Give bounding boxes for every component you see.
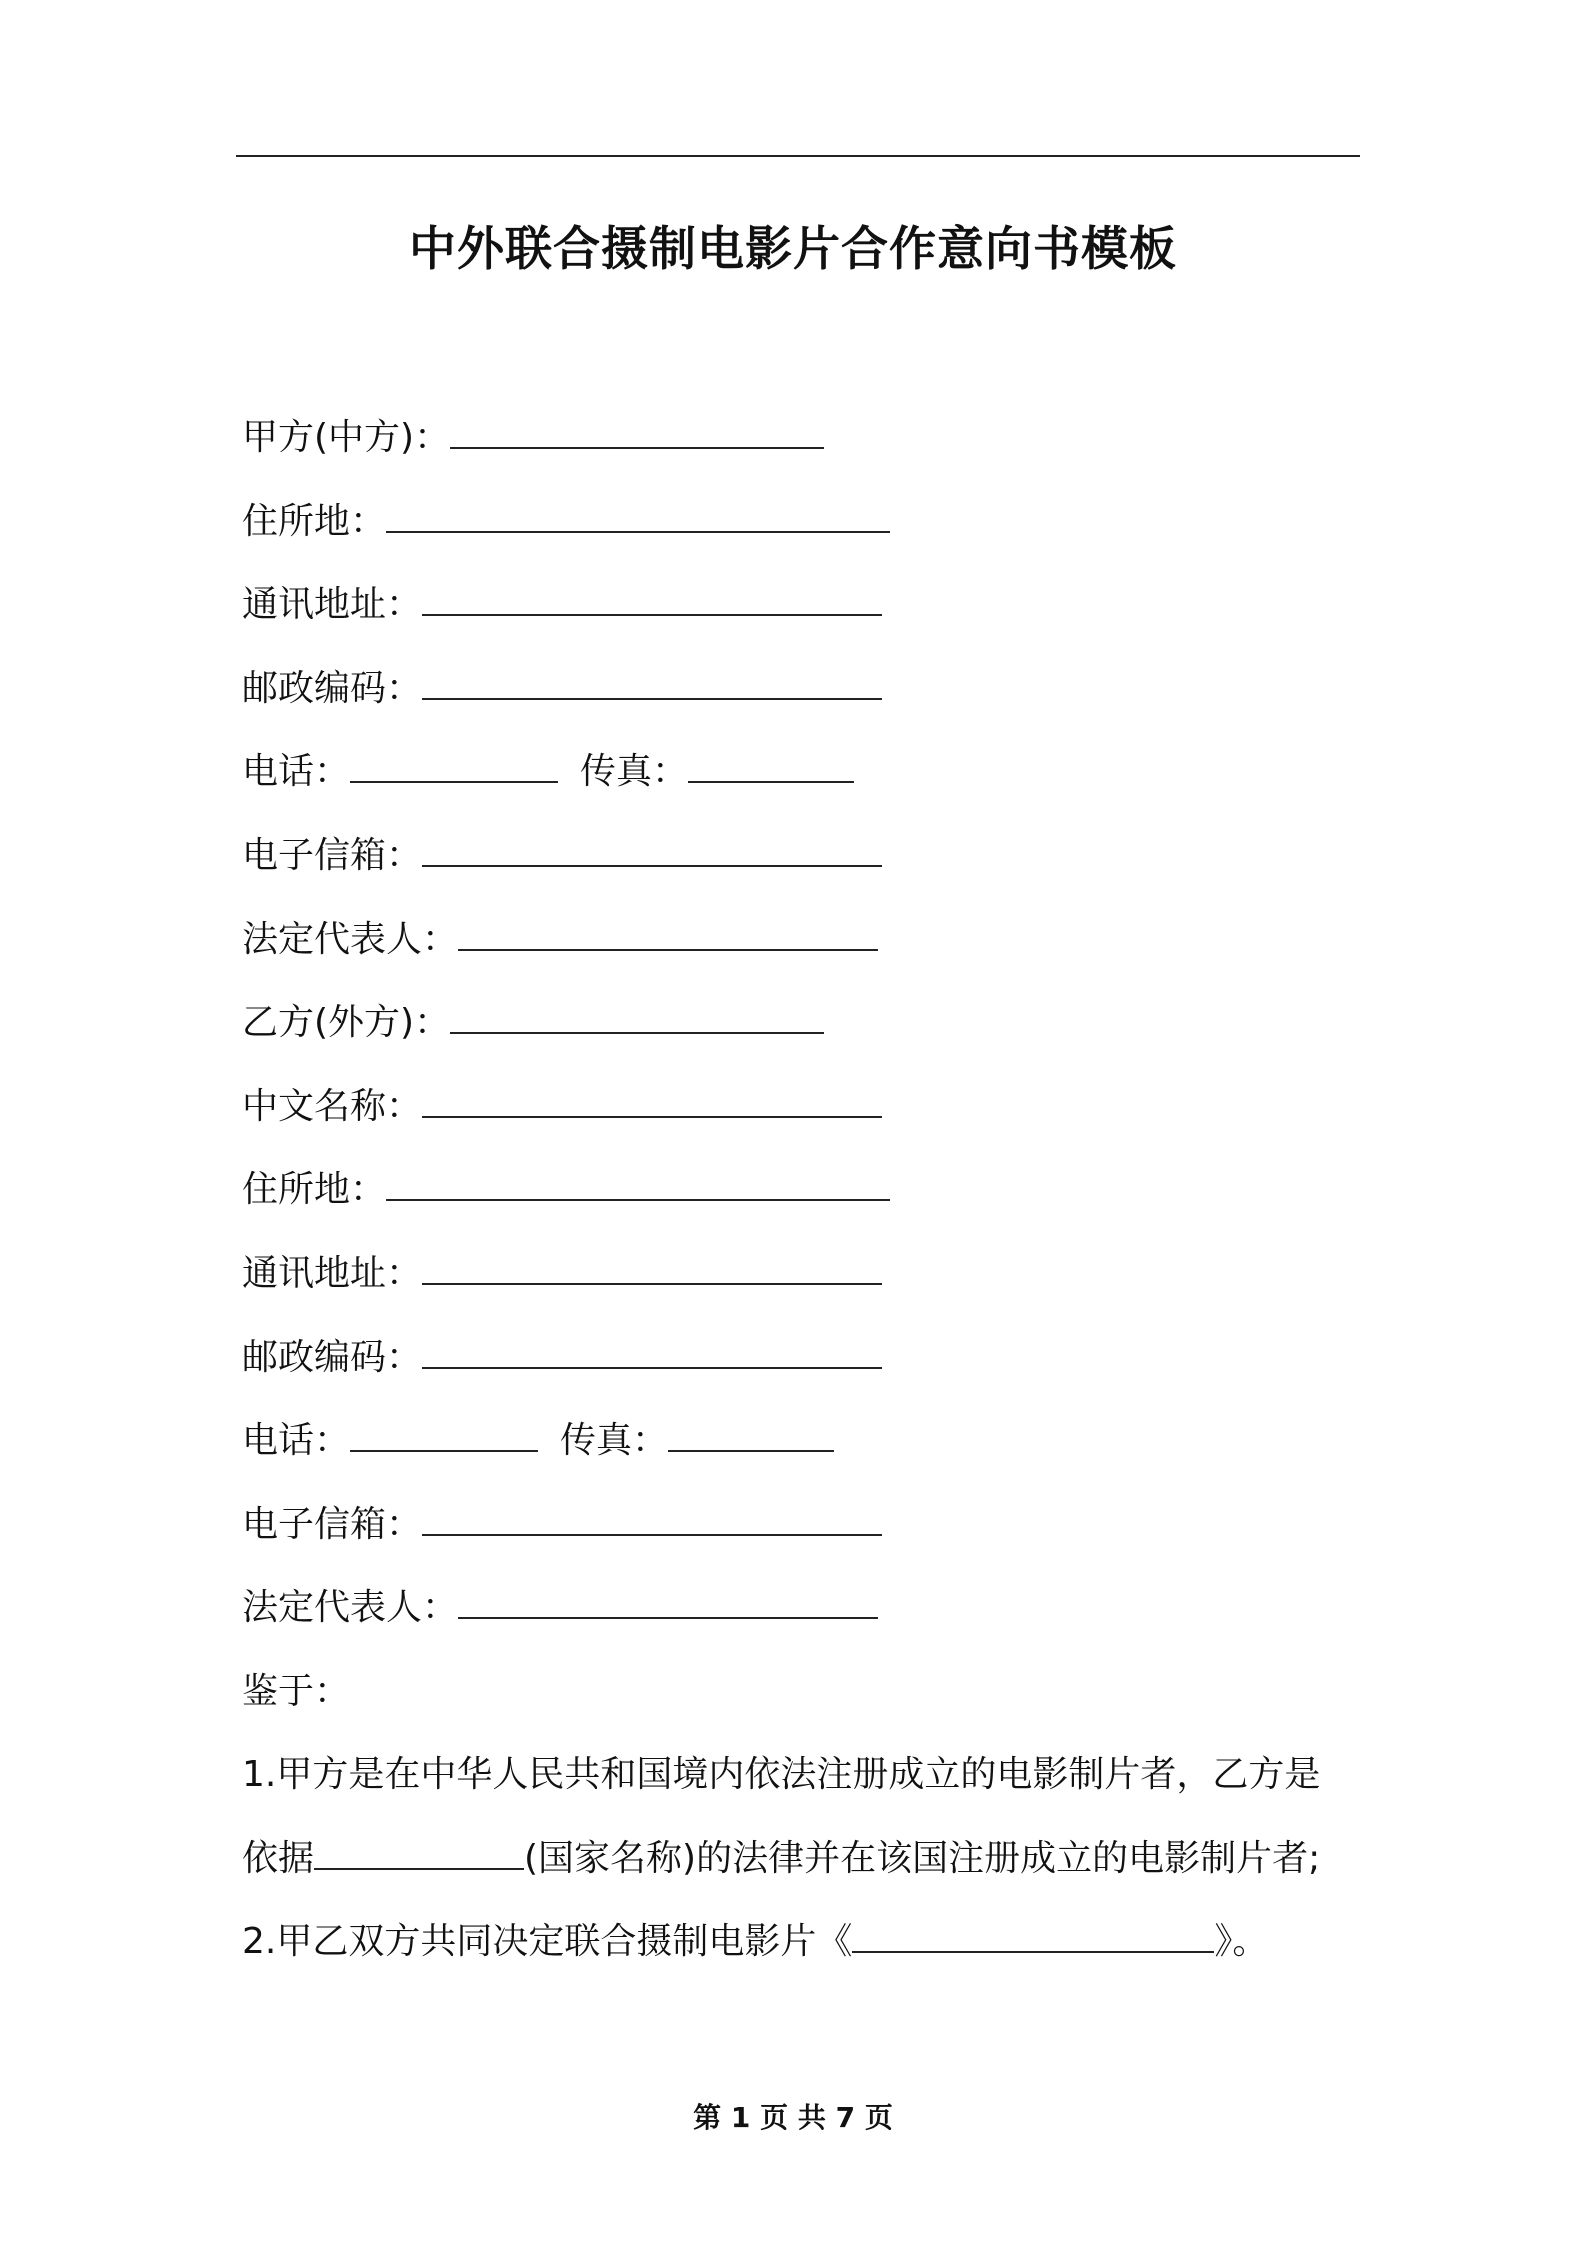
- party-a-legal-rep-row: [242, 910, 878, 970]
- party-a-address-blank[interactable]: [386, 501, 890, 533]
- party-a-phone-fax-row: [242, 742, 854, 802]
- party-b-fax-blank[interactable]: [668, 1420, 834, 1452]
- country-name-blank[interactable]: [314, 1838, 524, 1870]
- party-a-mail-address-label: 通讯地址：: [242, 584, 423, 625]
- page-number: 第 1 页 共 7 页: [693, 2101, 893, 2134]
- party-b-legal-rep-label: 法定代表人：: [242, 1587, 459, 1628]
- party-a-postcode-label: 邮政编码：: [242, 668, 423, 709]
- clause-1-rest-text: (国家名称)的法律并在该国注册成立的电影制片者;: [524, 1838, 1321, 1879]
- party-a-mail-address-blank[interactable]: [422, 584, 882, 616]
- clause-2-closing: 》。: [1214, 1921, 1269, 1962]
- party-b-mail-address-label: 通讯地址：: [242, 1253, 423, 1294]
- party-a-label: 甲方(中方)：: [242, 417, 451, 458]
- party-b-address-blank[interactable]: [386, 1169, 890, 1201]
- party-b-fax-label: 传真：: [560, 1420, 669, 1461]
- party-b-postcode-blank[interactable]: [422, 1337, 882, 1369]
- party-b-phone-blank[interactable]: [350, 1420, 538, 1452]
- document-title: 中外联合摄制电影片合作意向书模板: [409, 222, 1177, 277]
- party-b-email-label: 电子信箱：: [242, 1504, 423, 1545]
- film-title-blank[interactable]: [852, 1921, 1214, 1953]
- party-b-mail-address-blank[interactable]: [422, 1253, 882, 1285]
- party-b-label: 乙方(外方)：: [242, 1002, 451, 1043]
- party-b-email-row: [242, 1495, 882, 1555]
- party-a-email-blank[interactable]: [422, 835, 882, 867]
- party-a-email-label: 电子信箱：: [242, 835, 423, 876]
- party-a-email-row: [242, 826, 882, 886]
- party-a-legal-rep-label: 法定代表人：: [242, 919, 459, 960]
- party-a-address-row: [242, 492, 890, 552]
- party-b-header-row: [242, 993, 824, 1053]
- clause-2: [242, 1912, 1362, 1972]
- party-b-mail-address-row: [242, 1244, 882, 1304]
- party-a-address-label: 住所地：: [242, 501, 387, 542]
- party-a-phone-blank[interactable]: [350, 751, 558, 783]
- party-b-postcode-label: 邮政编码：: [242, 1337, 423, 1378]
- whereas-heading: 鉴于：: [242, 1671, 351, 1712]
- clause-2-text: 2.甲乙双方共同决定联合摄制电影片《: [242, 1921, 853, 1962]
- party-a-phone-label: 电话：: [242, 751, 351, 792]
- party-b-chinese-name-row: [242, 1077, 882, 1137]
- party-b-legal-rep-row: [242, 1578, 878, 1638]
- party-a-postcode-blank[interactable]: [422, 668, 882, 700]
- party-b-chinese-name-blank[interactable]: [422, 1086, 882, 1118]
- party-a-header-row: [242, 408, 824, 468]
- party-b-address-label: 住所地：: [242, 1169, 387, 1210]
- party-b-phone-label: 电话：: [242, 1420, 351, 1461]
- party-b-legal-rep-blank[interactable]: [458, 1587, 878, 1619]
- party-a-fax-blank[interactable]: [688, 751, 854, 783]
- clause-1-line-1: 1.甲方是在中华人民共和国境内依法注册成立的电影制片者，乙方是: [242, 1754, 1321, 1795]
- party-b-email-blank[interactable]: [422, 1504, 882, 1536]
- party-a-blank[interactable]: [450, 417, 824, 449]
- party-b-postcode-row: [242, 1328, 882, 1388]
- party-a-fax-label: 传真：: [580, 751, 689, 792]
- party-b-address-row: [242, 1160, 890, 1220]
- party-a-mail-address-row: [242, 575, 882, 635]
- header-rule: [236, 155, 1360, 157]
- party-a-legal-rep-blank[interactable]: [458, 919, 878, 951]
- clause-1-according-label: 依据: [242, 1838, 315, 1879]
- party-a-postcode-row: [242, 659, 882, 719]
- party-b-chinese-name-label: 中文名称：: [242, 1086, 423, 1127]
- clause-1-line-2: [242, 1829, 1362, 1889]
- party-b-phone-fax-row: [242, 1411, 834, 1471]
- party-b-blank[interactable]: [450, 1002, 824, 1034]
